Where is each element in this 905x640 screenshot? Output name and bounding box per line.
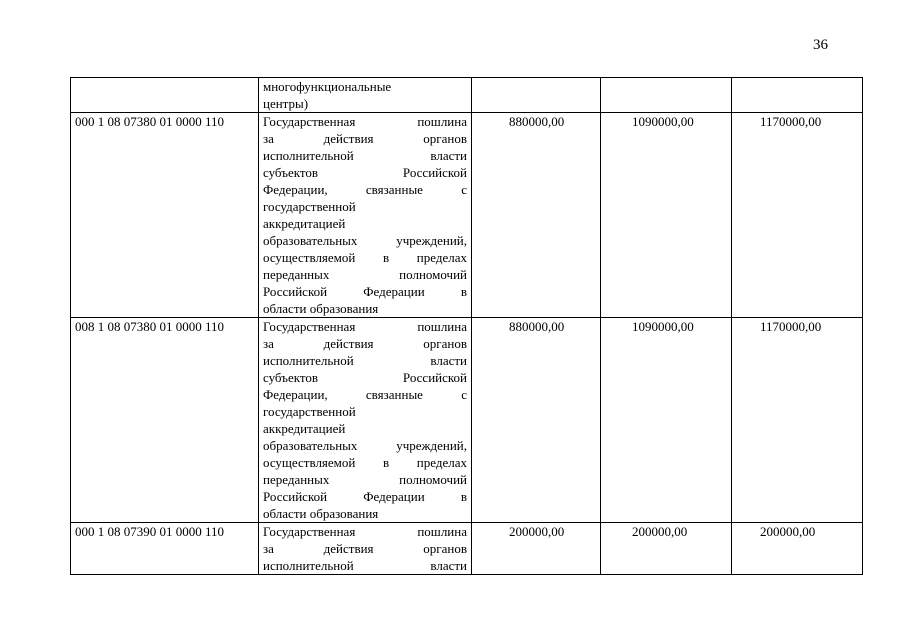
table-body [71, 78, 863, 575]
description-line: субъектов Российской [263, 370, 467, 385]
description-line: Российской Федерации в [263, 489, 467, 504]
budget-code-cell: 000 1 08 07380 01 0000 110 [71, 113, 259, 318]
budget-code-cell: 008 1 08 07380 01 0000 110 [71, 318, 259, 523]
description-line: исполнительной власти [263, 558, 467, 573]
amount-year-2-cell: 1090000,00 [601, 113, 732, 318]
description-line: образовательных учреждений, [263, 233, 467, 248]
budget-table [70, 77, 863, 575]
amount-year-1-cell: 880000,00 [472, 113, 601, 318]
description-line: образовательных учреждений, [263, 438, 467, 453]
page-number: 36 [813, 37, 828, 53]
description-line: за действия органов [263, 131, 467, 146]
amount-year-3-cell: 1170000,00 [732, 318, 863, 523]
description-line: осуществляемой в пределах [263, 250, 467, 265]
description-line: Федерации, связанные с [263, 182, 467, 197]
description-cell [259, 318, 472, 523]
amount-year-2-cell: 1090000,00 [601, 318, 732, 523]
description-line: Государственная пошлина [263, 524, 467, 539]
description-line: Государственная пошлина [263, 319, 467, 334]
amount-year-2-cell [601, 78, 732, 113]
description-line: государственной [263, 199, 356, 214]
description-line: Российской Федерации в [263, 284, 467, 299]
amount-year-3-cell [732, 78, 863, 113]
description-line: переданных полномочий [263, 267, 467, 282]
table-row [71, 113, 863, 318]
description-line: исполнительной власти [263, 148, 467, 163]
amount-year-1-cell [472, 78, 601, 113]
table-row [71, 523, 863, 575]
description-cell [259, 113, 472, 318]
description-cell [259, 523, 472, 575]
description-line: государственной [263, 404, 356, 419]
description-line: области образования [263, 506, 379, 521]
amount-year-1-cell: 200000,00 [472, 523, 601, 575]
description-line: области образования [263, 301, 379, 316]
budget-code-cell: 000 1 08 07390 01 0000 110 [71, 523, 259, 575]
budget-code-cell [71, 78, 259, 113]
amount-year-3-cell: 1170000,00 [732, 113, 863, 318]
amount-year-2-cell: 200000,00 [601, 523, 732, 575]
description-line: многофункциональные [263, 79, 392, 94]
description-line: Государственная пошлина [263, 114, 467, 129]
description-line: аккредитацией [263, 216, 346, 231]
description-line: субъектов Российской [263, 165, 467, 180]
amount-year-1-cell: 880000,00 [472, 318, 601, 523]
description-line: осуществляемой в пределах [263, 455, 467, 470]
description-line: аккредитацией [263, 421, 346, 436]
description-line: центры) [263, 96, 309, 111]
amount-year-3-cell: 200000,00 [732, 523, 863, 575]
description-line: Федерации, связанные с [263, 387, 467, 402]
description-cell [259, 78, 472, 113]
description-line: переданных полномочий [263, 472, 467, 487]
description-line: за действия органов [263, 336, 467, 351]
description-line: за действия органов [263, 541, 467, 556]
table-row [71, 318, 863, 523]
description-line: исполнительной власти [263, 353, 467, 368]
table-row [71, 78, 863, 113]
